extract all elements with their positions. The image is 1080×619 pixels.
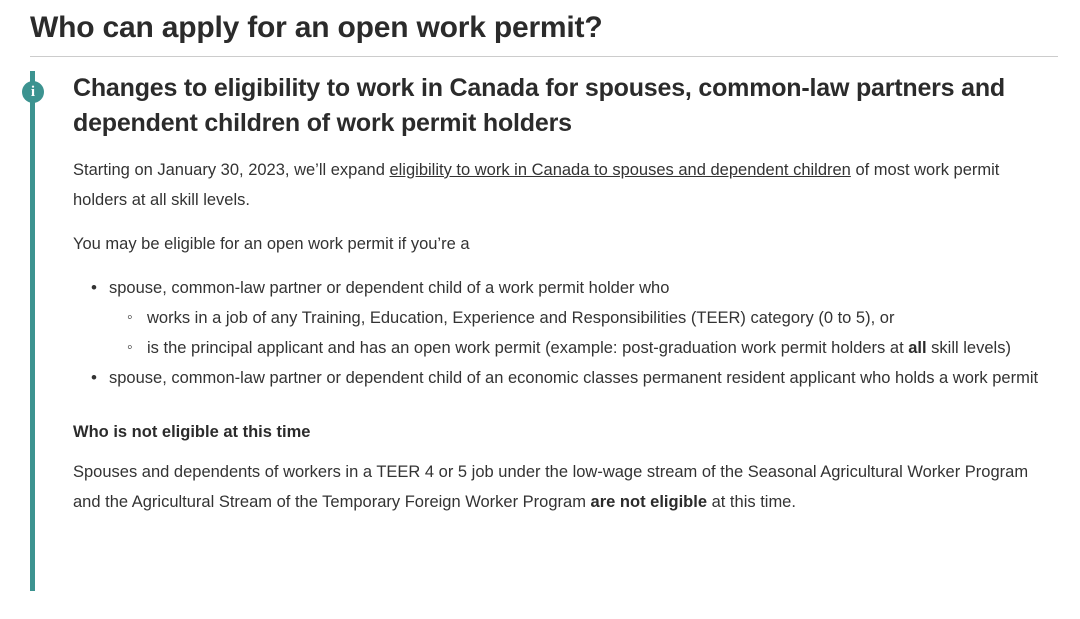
intro-text-before-link: Starting on January 30, 2023, we’ll expand — [73, 161, 390, 179]
not-eligible-text-after-bold: at this time. — [707, 493, 796, 511]
eligibility-link[interactable]: eligibility to work in Canada to spouses and dependent children — [389, 161, 851, 179]
eligibility-sublist — [109, 303, 1058, 363]
page-title: Who can apply for an open work permit? — [30, 11, 603, 44]
intro-paragraph — [73, 155, 1058, 215]
not-eligible-heading: Who is not eligible at this time — [73, 423, 311, 441]
info-icon: i — [22, 81, 44, 103]
intro-text-after-link: of most work permit holders at all skill levels. — [73, 161, 1000, 209]
info-callout — [30, 71, 1058, 591]
not-eligible-text-before-bold: Spouses and dependents of workers in a TEER 4 or 5 job under the low-wage stream of the Seasonal Agricultural Worker Program and the Agricultural Stream of the Temporary Foreign Worker Program — [73, 463, 1029, 511]
list-item-label: spouse, common-law partner or dependent child of an economic classes permanent resident applicant who holds a work permit — [109, 369, 1039, 387]
not-eligible-emphasis: are not eligible — [590, 493, 707, 511]
document-page — [0, 8, 1080, 619]
sub-item-emphasis: all — [908, 339, 927, 357]
list-item — [73, 273, 1058, 363]
callout-heading: Changes to eligibility to work in Canada for spouses, common-law partners and dependent children of work permit holders — [73, 74, 1005, 137]
list-item-label: spouse, common-law partner or dependent child of a work permit holder who — [109, 279, 670, 297]
list-item — [73, 363, 1058, 393]
title-divider — [30, 56, 1058, 57]
lead-in-paragraph: You may be eligible for an open work permit if you’re a — [73, 235, 470, 253]
list-item — [109, 333, 1058, 363]
sub-item-label-after-bold: skill levels) — [926, 339, 1011, 357]
eligibility-list — [73, 273, 1058, 393]
sub-item-label: works in a job of any Training, Education, Experience and Responsibilities (TEER) category (0 to 5), or — [147, 309, 895, 327]
not-eligible-paragraph — [73, 457, 1058, 517]
sub-item-label-before-bold: is the principal applicant and has an open work permit (example: post-graduation work permit holders at — [147, 339, 909, 357]
list-item — [109, 303, 1058, 333]
